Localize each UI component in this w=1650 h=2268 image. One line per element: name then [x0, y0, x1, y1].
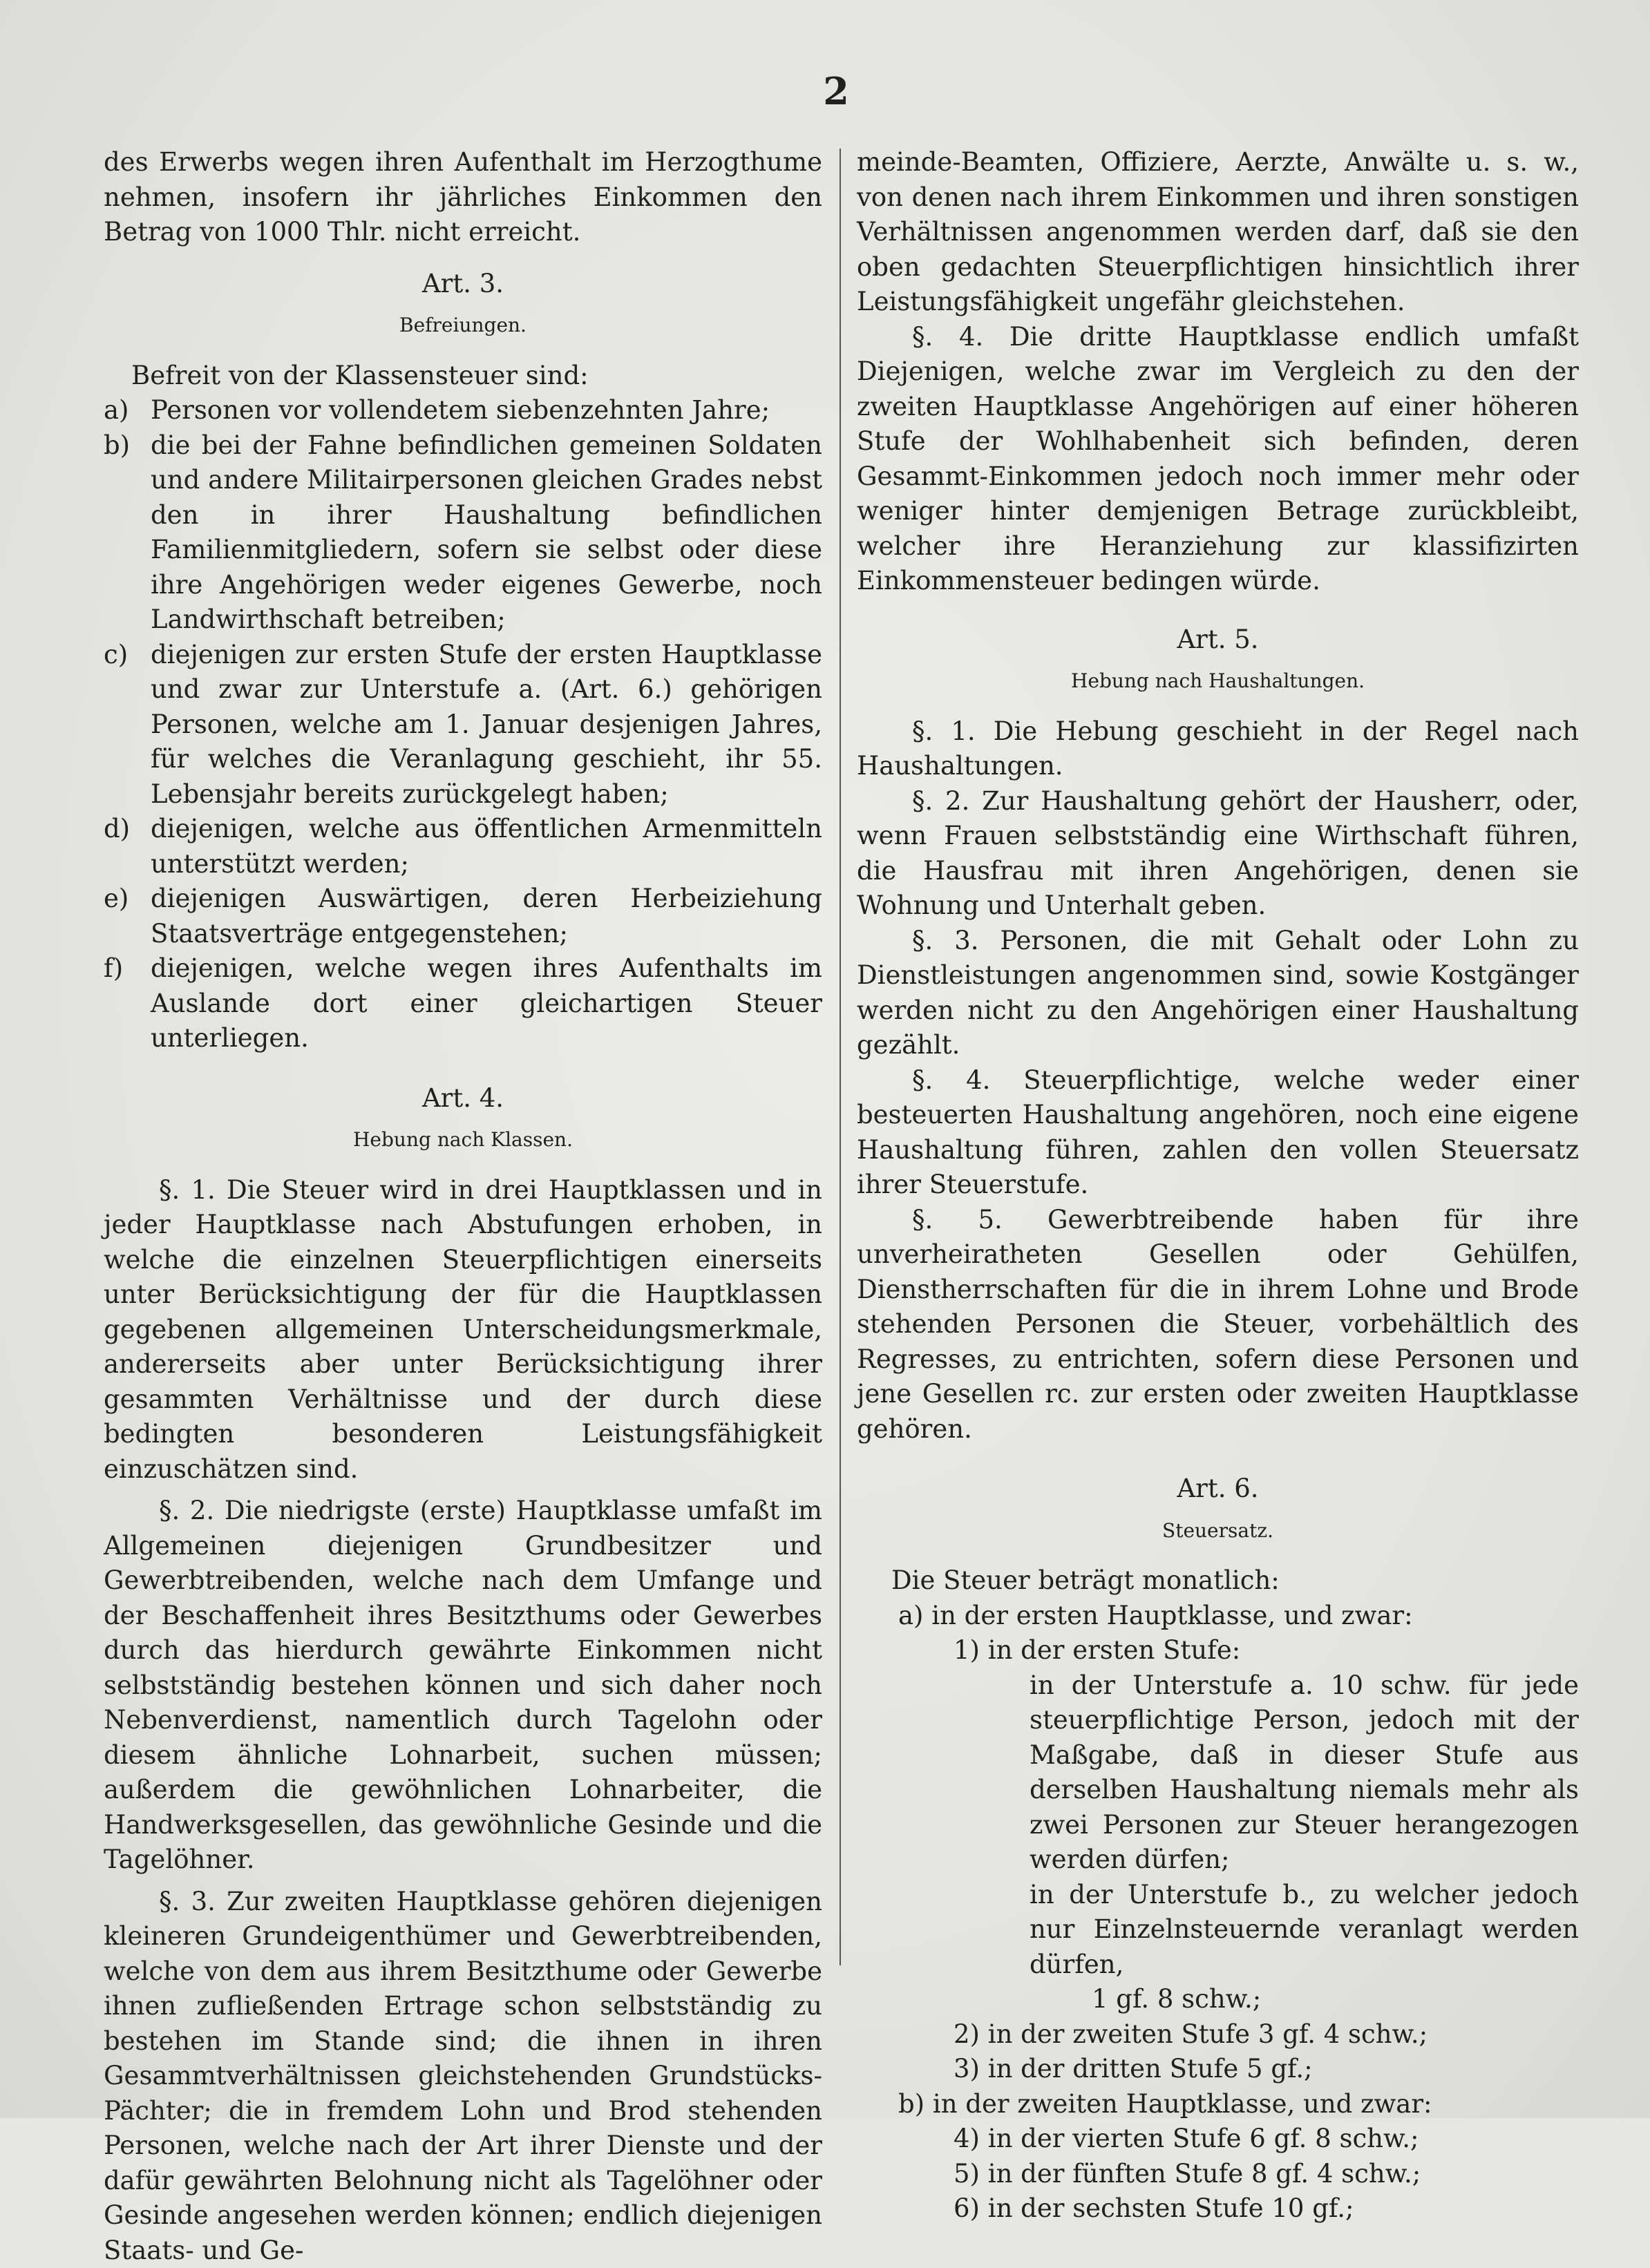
list-item [104, 882, 822, 951]
tax-substep-b-rate: 1 gf. 8 schw.; [857, 1982, 1579, 2017]
tax-step-4: 4) in der vierten Stufe 6 gf. 8 schw.; [857, 2122, 1579, 2157]
article-4-subheading: Hebung nach Klassen. [104, 1123, 822, 1158]
article-4-heading: Art. 4. [104, 1081, 822, 1116]
list-item-text: die bei der Fahne befindlichen gemeinen Soldaten und andere Militairpersonen gleichen Grades nebst den in ihrer Haushaltung befindlichen Familienmitgliedern, sofern sie selbst oder diese ihre Angehörigen weder eigenes Gewerbe, noch Landwirthschaft betreiben; [151, 428, 822, 638]
article-5-subheading: Hebung nach Haushaltungen. [857, 664, 1579, 699]
list-item [104, 951, 822, 1056]
article-5-paragraph-5: §. 5. Gewerbtreibende haben für ihre unverheiratheten Gesellen oder Gehülfen, Dienstherrschaften für die in ihrem Lohne und Brode stehenden Personen die Steuer, vorbehältlich des Regresses, zu entrichten, sofern diese Personen und jene Gesellen rc. zur ersten oder zweiten Hauptklasse gehören. [857, 1203, 1579, 1447]
article-4-paragraph-1: §. 1. Die Steuer wird in drei Hauptklassen und in jeder Hauptklasse nach Abstufungen erhoben, in welche die einzelnen Steuerpflichtigen einerseits unter Berücksichtigung der für die Hauptklassen gegebenen allgemeinen Unterscheidungsmerkmale, andererseits aber unter Berücksichtigung ihrer gesammten Verhältnisse und der durch diese bedingten besonderen Leistungsfähigkeit einzuschätzen sind. [104, 1173, 822, 1487]
list-item [104, 638, 822, 812]
article-5-paragraph-2: §. 2. Zur Haushaltung gehört der Hausherr, oder, wenn Frauen selbstständig eine Wirthschaft führen, die Hausfrau mit ihren Angehörigen, denen sie Wohnung und Unterhalt geben. [857, 784, 1579, 924]
list-item-text: diejenigen, welche wegen ihres Aufenthalts im Auslande dort einer gleichartigen Steuer unterliegen. [151, 951, 822, 1056]
article-5-paragraph-1: §. 1. Die Hebung geschieht in der Regel nach Haushaltungen. [857, 714, 1579, 784]
paragraph-4: §. 4. Die dritte Hauptklasse endlich umfaßt Diejenigen, welche zwar im Vergleich zu den der zweiten Hauptklasse Angehörigen auf einer höheren Stufe der Wohlhabenheit sich befinden, deren Gesammt-Einkommen jedoch noch immer mehr oder weniger hinter demjenigen Betrage zurückbleibt, welcher ihre Heranziehung zur klassifizirten Einkommensteuer bedingen würde. [857, 320, 1579, 599]
tax-step-6: 6) in der sechsten Stufe 10 gf.; [857, 2191, 1579, 2227]
article-6-heading: Art. 6. [857, 1471, 1579, 1507]
article-5-heading: Art. 5. [857, 622, 1579, 658]
left-column [104, 145, 822, 2268]
right-column [857, 145, 1579, 2227]
list-item-label: d) [104, 812, 151, 847]
list-item [104, 428, 822, 638]
article-5-paragraph-4: §. 4. Steuerpflichtige, welche weder einer besteuerten Haushaltung angehören, noch eine eigene Haushaltung führen, zahlen den vollen Steuersatz ihrer Steuerstufe. [857, 1063, 1579, 1203]
tax-class-a: a) in der ersten Hauptklasse, und zwar: [857, 1599, 1579, 1634]
list-item [104, 812, 822, 882]
tax-step-2: 2) in der zweiten Stufe 3 gf. 4 schw.; [857, 2017, 1579, 2052]
list-item-text: Personen vor vollendetem siebenzehnten Jahre; [151, 393, 822, 428]
tax-step-3: 3) in der dritten Stufe 5 gf.; [857, 2052, 1579, 2087]
intro-paragraph: des Erwerbs wegen ihren Aufenthalt im Herzogthume nehmen, insofern ihr jährliches Einkommen den Betrag von 1000 Thlr. nicht erreicht. [104, 145, 822, 250]
article-3-heading: Art. 3. [104, 267, 822, 302]
exemption-list [104, 393, 822, 1056]
article-4-paragraph-2: §. 2. Die niedrigste (erste) Hauptklasse umfaßt im Allgemeinen diejenigen Grundbesitzer und Gewerbtreibenden, welche nach dem Umfange und der Beschaffenheit ihres Besitzthums oder Gewerbes durch das hierdurch gewährte Einkommen nicht selbstständig bestehen können und sich daher noch Nebenverdienst, namentlich durch Tagelohn oder diesem ähnliche Lohnarbeit, suchen müssen; außerdem die gewöhnlichen Lohnarbeiter, die Handwerksgesellen, das gewöhnliche Gesinde und die Tagelöhner. [104, 1494, 822, 1878]
list-item-label: c) [104, 638, 151, 673]
list-item-label: e) [104, 882, 151, 917]
article-6-lead: Die Steuer beträgt monatlich: [857, 1563, 1579, 1599]
article-3-subheading: Befreiungen. [104, 308, 822, 343]
page-number: 2 [815, 69, 857, 113]
list-item-text: diejenigen Auswärtigen, deren Herbeiziehung Staatsverträge entgegenstehen; [151, 882, 822, 951]
column-divider [840, 149, 841, 1965]
list-item-text: diejenigen zur ersten Stufe der ersten Hauptklasse und zwar zur Unterstufe a. (Art. 6.) gehörigen Personen, welche am 1. Januar desjenigen Jahres, für welches die Veranlagung geschieht, ihr 55. Lebensjahr bereits zurückgelegt haben; [151, 638, 822, 812]
tax-class-b: b) in der zweiten Hauptklasse, und zwar: [857, 2087, 1579, 2122]
article-3-lead: Befreit von der Klassensteuer sind: [104, 359, 822, 394]
list-item-text: diejenigen, welche aus öffentlichen Armenmitteln unterstützt werden; [151, 812, 822, 882]
tax-substep-a: in der Unterstufe a. 10 schw. für jede steuerpflichtige Person, jedoch mit der Maßgabe, daß in dieser Stufe aus derselben Haushaltung niemals mehr als zwei Personen zur Steuer herangezogen werden dürfen; [857, 1668, 1579, 1878]
tax-step-1: 1) in der ersten Stufe: [857, 1633, 1579, 1668]
tax-step-5: 5) in der fünften Stufe 8 gf. 4 schw.; [857, 2157, 1579, 2192]
continuation-paragraph: meinde-Beamten, Offiziere, Aerzte, Anwälte u. s. w., von denen nach ihrem Einkommen und ihren sonstigen Verhältnissen angenommen werden darf, daß sie den oben gedachten Steuerpflichtigen hinsichtlich ihrer Leistungsfähigkeit ungefähr gleichstehen. [857, 145, 1579, 320]
list-item-label: b) [104, 428, 151, 464]
article-4-paragraph-3: §. 3. Zur zweiten Hauptklasse gehören diejenigen kleineren Grundeigenthümer und Gewerbtreibenden, welche von dem aus ihrem Besitzthume oder Gewerbe ihnen zufließenden Ertrage schon selbstständig zu bestehen im Stande sind; die ihnen in ihren Gesammtverhältnissen gleichstehenden Grundstücks-Pächter; die in fremdem Lohn und Brod stehenden Personen, welche nach der Art ihrer Dienste und der dafür gewährten Belohnung nicht als Tagelöhner oder Gesinde angesehen werden können; endlich diejenigen Staats- und Ge- [104, 1885, 822, 2268]
list-item-label: a) [104, 393, 151, 428]
list-item [104, 393, 822, 428]
article-5-paragraph-3: §. 3. Personen, die mit Gehalt oder Lohn zu Dienstleistungen angenommen sind, sowie Kostgänger werden nicht zu den Angehörigen einer Haushaltung gezählt. [857, 924, 1579, 1063]
tax-substep-b: in der Unterstufe b., zu welcher jedoch nur Einzelnsteuernde veranlagt werden dürfen, [857, 1878, 1579, 1983]
list-item-label: f) [104, 951, 151, 987]
article-6-subheading: Steuersatz. [857, 1514, 1579, 1549]
